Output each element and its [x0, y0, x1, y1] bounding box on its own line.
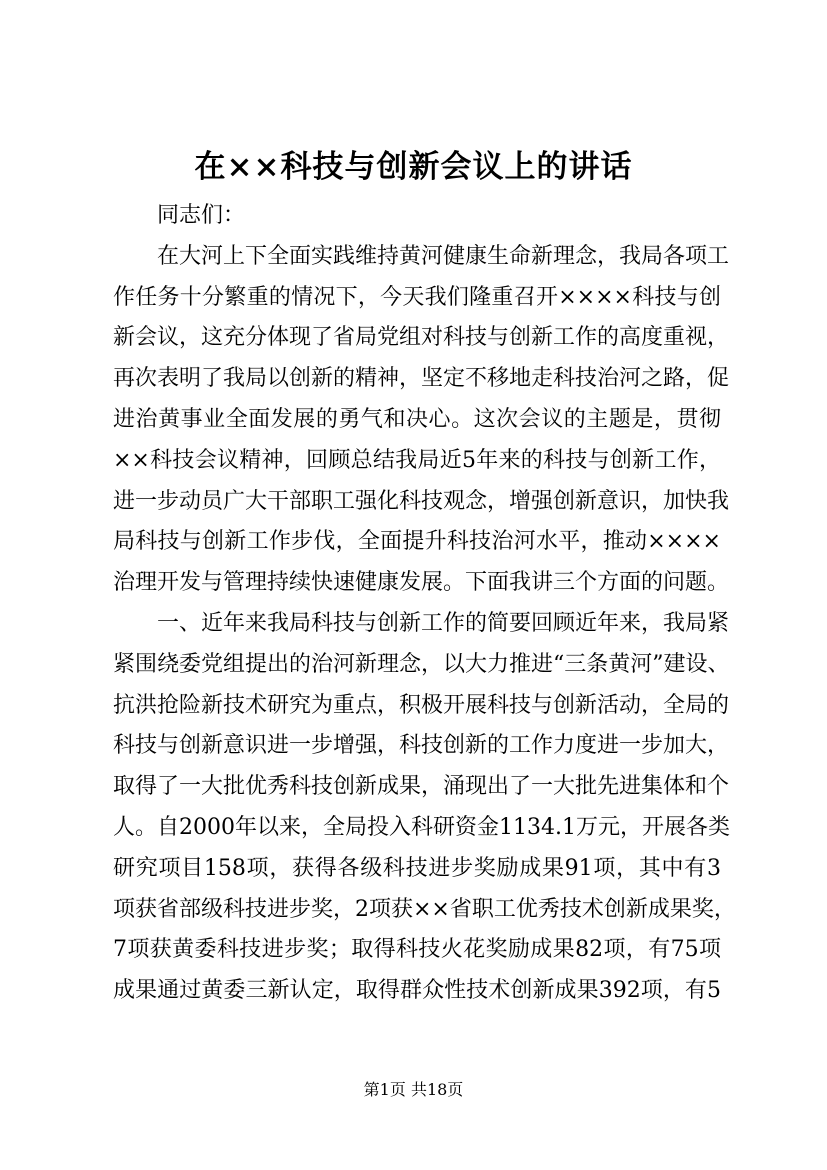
text-line: 进一步动员广大干部职工强化科技观念，增强创新意识，加快我: [113, 488, 730, 514]
text-line: 再次表明了我局以创新的精神，坚定不移地走科技治河之路，促: [113, 366, 730, 392]
text-line: 7项获黄委科技进步奖；取得科技火花奖励成果82项，有75项: [113, 937, 721, 963]
text-line: 科技与创新意识进一步增强，科技创新的工作力度进一步加大，: [113, 733, 730, 759]
text-line: 在大河上下全面实践维持黄河健康生命新理念，我局各项工: [157, 243, 730, 269]
text-line: 新会议，这充分体现了省局党组对科技与创新工作的高度重视，: [113, 325, 730, 351]
text-line: ××科技会议精神，回顾总结我局近5年来的科技与创新工作，: [113, 447, 721, 473]
text-line: 取得了一大批优秀科技创新成果，涌现出了一大批先进集体和个: [113, 774, 730, 800]
text-line: 人。自2000年以来，全局投入科研资金1134.1万元，开展各类: [113, 814, 730, 840]
text-line: 研究项目158项，获得各级科技进步奖励成果91项，其中有3: [113, 855, 721, 881]
text-line: 一、近年来我局科技与创新工作的简要回顾近年来，我局紧: [157, 610, 730, 636]
document-body: [113, 196, 736, 1012]
text-line: 紧围绕委党组提出的治河新理念，以大力推进“三条黄河”建设、: [113, 651, 730, 677]
text-line: 进治黄事业全面发展的勇气和决心。这次会议的主题是，贯彻: [113, 406, 721, 432]
text-line: 成果通过黄委三新认定，取得群众性技术创新成果392项，有5: [113, 978, 721, 1004]
text-line: 治理开发与管理持续快速健康发展。下面我讲三个方面的问题。: [113, 570, 730, 596]
document-title: 在××科技与创新会议上的讲话: [194, 149, 633, 185]
paragraph-lines: [113, 237, 736, 1012]
text-line: 作任务十分繁重的情况下，今天我们隆重召开××××科技与创: [113, 284, 721, 310]
text-line: 抗洪抢险新技术研究为重点，积极开展科技与创新活动，全局的: [113, 692, 730, 718]
page-footer: 第1页 共18页: [363, 1080, 464, 1099]
text-line: 局科技与创新工作步伐，全面提升科技治河水平，推动××××: [113, 529, 721, 555]
greeting: 同志们：: [157, 203, 246, 228]
text-line: 项获省部级科技进步奖，2项获××省职工优秀技术创新成果奖，: [113, 896, 736, 922]
